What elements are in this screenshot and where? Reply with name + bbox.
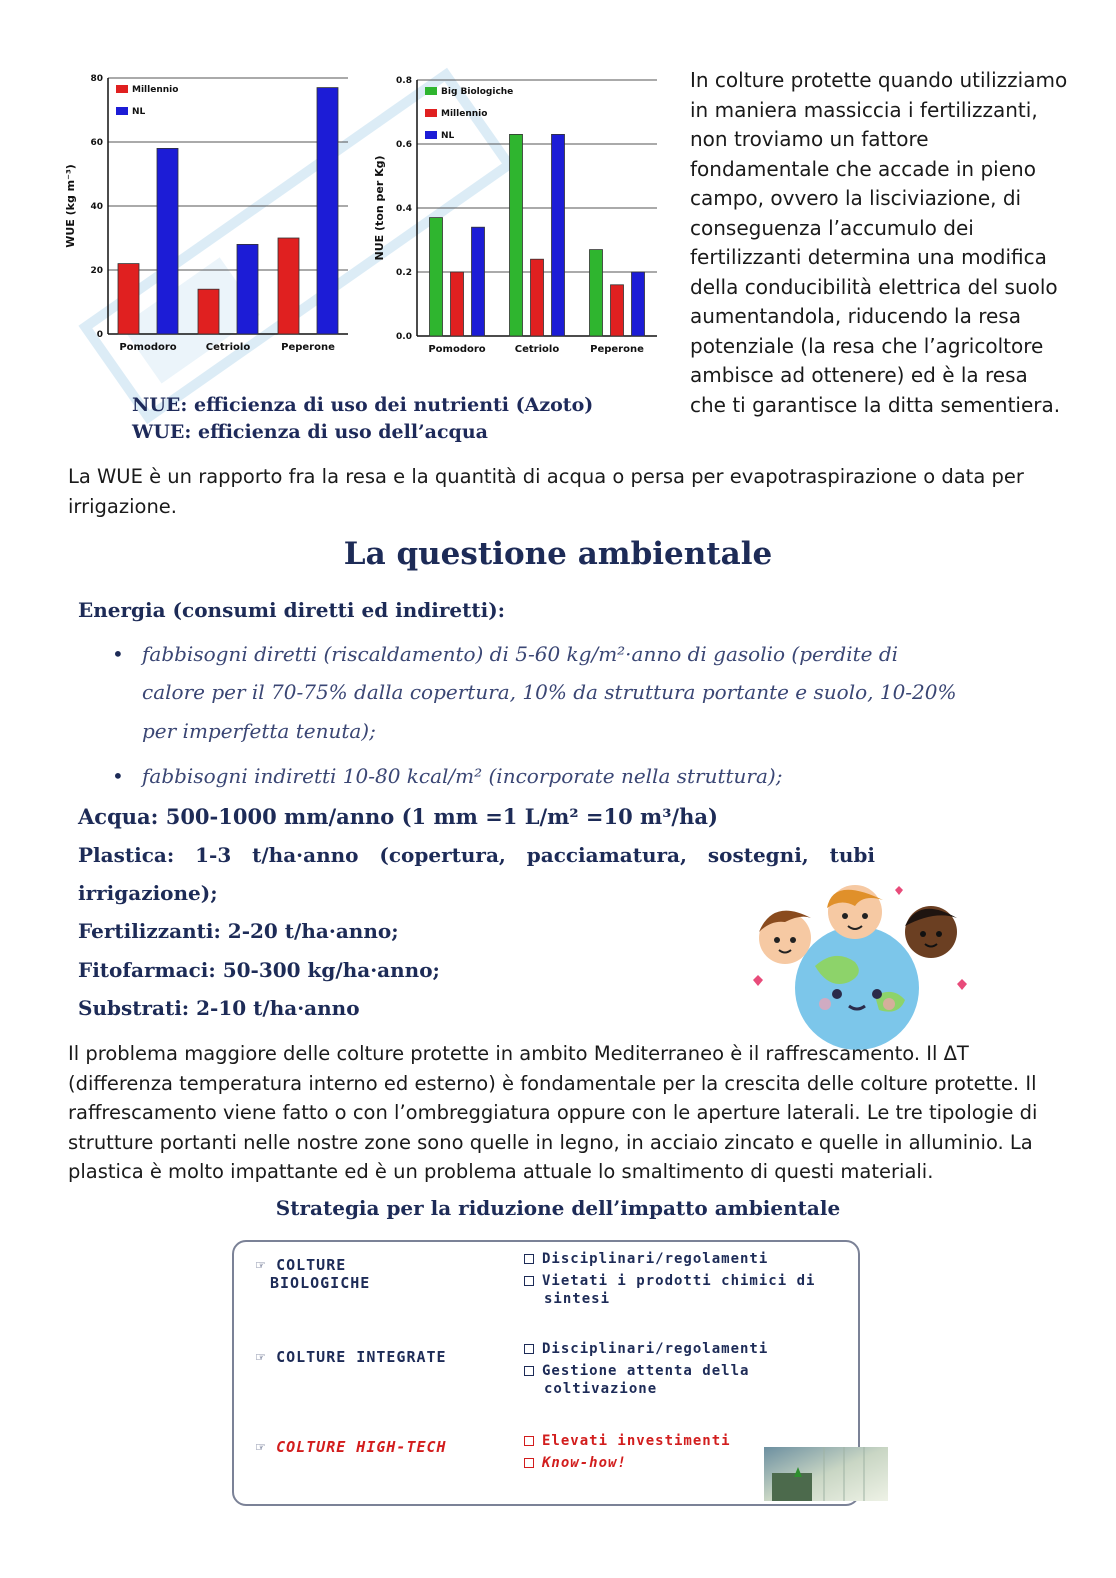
strategy-row1-item2: Vietati i prodotti chimici di (542, 1273, 816, 1289)
y-tick-label: 60 (90, 138, 103, 148)
y-tick-label: 40 (90, 202, 103, 212)
strategy-row2-item2-cont: coltivazione (544, 1381, 658, 1397)
bar (237, 244, 258, 334)
y-tick-label: 80 (90, 74, 103, 84)
bullet1-line3: per imperfetta tenuta); (142, 719, 376, 743)
strategy-row1-label-line2: BIOLOGICHE (270, 1274, 371, 1292)
y-axis-label: NUE (ton per Kg) (373, 155, 386, 261)
checkbox-icon (524, 1366, 534, 1376)
legend-swatch (116, 85, 128, 93)
bar (430, 218, 443, 336)
x-tick-label: Pomodoro (119, 342, 177, 353)
strategy-row3-item1: Elevati investimenti (542, 1433, 731, 1449)
legend-swatch (425, 87, 437, 95)
chart-caption (132, 392, 593, 446)
x-tick-label: Peperone (590, 344, 644, 355)
fertilizzanti-line: Fertilizzanti: 2-20 t/ha·anno; (78, 919, 399, 943)
energy-heading: Energia (consumi diretti ed indiretti): (78, 598, 506, 622)
strategy-row1-items (524, 1250, 815, 1308)
x-tick-label: Peperone (281, 342, 335, 353)
legend-label: Millennio (132, 85, 179, 95)
strategy-row2-label: COLTURE INTEGRATE (276, 1348, 447, 1366)
plastica-line1: Plastica: 1-3 t/ha·anno (copertura, pacciamatura, sostegni, tubi (78, 843, 876, 867)
bullet2: fabbisogni indiretti 10-80 kcal/m² (incorporate nella struttura); (142, 764, 783, 788)
bar (632, 272, 645, 336)
x-tick-label: Cetriolo (205, 342, 251, 353)
bar (118, 264, 139, 334)
y-tick-label: 0.6 (396, 140, 412, 150)
strategy-row-biologiche (256, 1256, 370, 1292)
plastica-line2: irrigazione); (78, 881, 218, 905)
pointing-hand-icon: ☞ (256, 1256, 267, 1274)
legend-label: Big Biologiche (441, 87, 514, 97)
strategy-row-hightech (256, 1438, 447, 1456)
checkbox-icon (524, 1436, 534, 1446)
legend-swatch (425, 109, 437, 117)
bullet-dot-1: • (112, 642, 124, 666)
x-tick-label: Cetriolo (514, 344, 560, 355)
y-tick-label: 0.4 (396, 204, 412, 214)
wue-definition-paragraph: La WUE è un rapporto fra la resa e la quantità di acqua o persa per evapotraspirazione o data per irrigazione. (68, 465, 1024, 518)
caption-wue: WUE: efficienza di uso dell’acqua (132, 421, 488, 443)
strategy-row3-items (524, 1432, 731, 1472)
nue-chart-svg (375, 70, 665, 360)
strategy-row-integrate (256, 1348, 447, 1366)
bar (278, 238, 299, 334)
y-tick-label: 0.2 (396, 268, 412, 278)
bar (157, 148, 178, 334)
cooling-paragraph: Il problema maggiore delle colture protette in ambito Mediterraneo è il raffrescamento. Il ΔT (differenza temperatura interno ed esterno) è fondamentale per la crescita delle colture protette. Il raffrescamento viene fatto o con l’ombreggiatura oppure con le aperture laterali. Le tre tipologie di strutture portanti nelle nostre zone sono quelle in legno, in acciaio zincato e quelle in alluminio. La plastica è molto impattante ed è un problema attuale lo smaltimento di questi materiali. (68, 1042, 1038, 1183)
strategy-row3-item2: Know-how! (542, 1455, 627, 1471)
bar (531, 259, 544, 336)
bar (472, 227, 485, 336)
legend-label: Millennio (441, 109, 488, 119)
bullet-dot-2: • (112, 764, 124, 788)
strategy-row1-item2-cont: sintesi (544, 1291, 611, 1307)
pointing-hand-icon: ☞ (256, 1348, 267, 1366)
checkbox-icon (524, 1254, 534, 1264)
bar (552, 134, 565, 336)
legend-swatch (116, 107, 128, 115)
strategy-title: Strategia per la riduzione dell’impatto ambientale (275, 1196, 841, 1220)
kids-earth-illustration (745, 876, 970, 1024)
y-tick-label: 0.8 (396, 76, 412, 86)
bar (611, 285, 624, 336)
strategy-row2-item1: Disciplinari/regolamenti (542, 1341, 769, 1357)
bar (451, 272, 464, 336)
acqua-line: Acqua: 500-1000 mm/anno (1 mm =1 L/m² =10 m³/ha) (78, 804, 718, 829)
strategy-row3-label: COLTURE HIGH-TECH (276, 1438, 447, 1456)
legend-swatch (425, 131, 437, 139)
strategy-row2-item2: Gestione attenta della (542, 1363, 750, 1379)
bullet1-line2: calore per il 70-75% dalla copertura, 10% da struttura portante e suolo, 10-20% (142, 680, 957, 704)
wue-chart-svg (62, 70, 362, 360)
section-title: La questione ambientale (343, 536, 773, 572)
legend-label: NL (441, 131, 455, 141)
legend-label: NL (132, 107, 146, 117)
substrati-line: Substrati: 2-10 t/ha·anno (78, 996, 360, 1020)
bullet1-line1: fabbisogni diretti (riscaldamento) di 5-60 kg/m²·anno di gasolio (perdite di (142, 642, 899, 666)
bar (198, 289, 219, 334)
y-axis-label: WUE (kg m⁻³) (64, 164, 77, 248)
pointing-hand-icon: ☞ (256, 1438, 267, 1456)
greenhouse-photo (764, 1447, 888, 1501)
strategy-row1-label-line1: COLTURE (276, 1256, 347, 1274)
caption-nue: NUE: efficienza di uso dei nutrienti (Azoto) (132, 394, 594, 416)
y-tick-label: 20 (90, 266, 103, 276)
wue-chart (62, 70, 362, 360)
y-tick-label: 0.0 (396, 332, 412, 342)
checkbox-icon (524, 1344, 534, 1354)
bar (590, 250, 603, 336)
y-tick-label: 0 (96, 330, 103, 340)
bar (317, 88, 338, 334)
bar (510, 134, 523, 336)
strategy-row2-items (524, 1340, 768, 1398)
checkbox-icon (524, 1458, 534, 1468)
fitofarmaci-line: Fitofarmaci: 50-300 kg/ha·anno; (78, 958, 440, 982)
x-tick-label: Pomodoro (428, 344, 486, 355)
strategy-row1-item1: Disciplinari/regolamenti (542, 1251, 769, 1267)
nue-chart (375, 70, 665, 360)
checkbox-icon (524, 1276, 534, 1286)
fertilizer-paragraph: In colture protette quando utilizziamo in maniera massiccia i fertilizzanti, non troviamo un fattore fondamentale che accade in pieno campo, ovvero la lisciviazione, di conseguenza l’accumulo dei fertilizzanti determina una modifica della conducibilità elettrica del suolo aumentandola, riducendo la resa potenziale (la resa che l’agricoltore ambisce ad ottenere) ed è la resa che ti garantisce la ditta sementiera. (690, 68, 1068, 417)
